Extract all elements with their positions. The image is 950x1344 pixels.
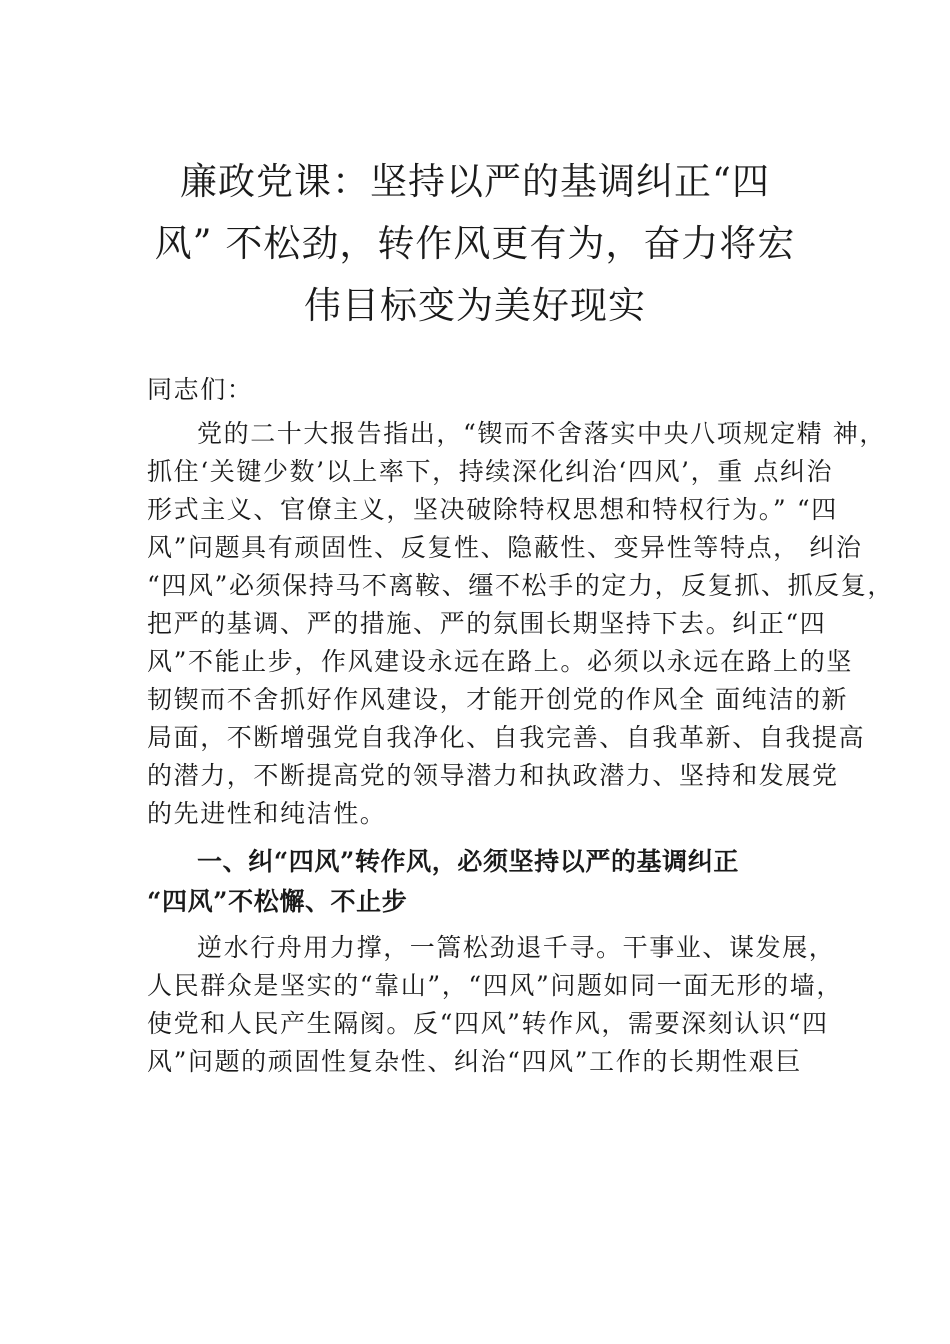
paragraph1-line: 风”不能止步，作风建设永远在路上。必须以永远在路上的坚	[147, 647, 853, 676]
paragraph2-line: 风”问题的顽固性复杂性、纠治“四风”工作的长期性艰巨	[147, 1047, 802, 1076]
paragraph1-line: 的先进性和纯洁性。	[147, 799, 387, 828]
section-heading-line: 一、纠“四风”转作风，必须坚持以严的基调纠正	[197, 847, 739, 876]
paragraph1-line: 局面，不断增强党自我净化、自我完善、自我革新、自我提高	[147, 723, 866, 752]
paragraph1-line: 抓住‘关键少数’以上率下，持续深化纠治‘四风’，重 点纠治	[147, 457, 834, 486]
paragraph2-line: 逆水行舟用力撑，一篙松劲退千寻。干事业、谋发展，	[197, 933, 836, 962]
paragraph1-line: 风”问题具有顽固性、反复性、隐蔽性、变异性等特点， 纠治	[147, 533, 863, 562]
salutation: 同志们：	[147, 375, 254, 404]
paragraph2-line: 人民群众是坚实的“靠山”，“四风”问题如同一面无形的墙，	[147, 971, 843, 1000]
paragraph1-line: 党的二十大报告指出，“锲而不舍落实中央八项规定精 神，	[197, 419, 886, 448]
document-title-line-1: 廉政党课：坚持以严的基调纠正“四	[180, 160, 770, 203]
paragraph1-line: 形式主义、官僚主义，坚决破除特权思想和特权行为。” “四	[147, 495, 838, 524]
document-title-line-3: 伟目标变为美好现实	[304, 284, 646, 327]
paragraph1-line: 把严的基调、严的措施、严的氛围长期坚持下去。纠正“四	[147, 609, 827, 638]
paragraph2-line: 使党和人民产生隔阂。反“四风”转作风，需要深刻认识“四	[147, 1009, 829, 1038]
section-heading-line: “四风”不松懈、不止步	[147, 887, 408, 916]
paragraph1-line: 韧锲而不舍抓好作风建设，才能开创党的作风全 面纯洁的新	[147, 685, 849, 714]
document-title-line-2: 风” 不松劲，转作风更有为，奋力将宏	[154, 222, 796, 265]
paragraph1-line: “四风”必须保持马不离鞍、缰不松手的定力，反复抓、抓反复，	[147, 571, 894, 600]
paragraph1-line: 的潜力，不断提高党的领导潜力和执政潜力、坚持和发展党	[147, 761, 839, 790]
